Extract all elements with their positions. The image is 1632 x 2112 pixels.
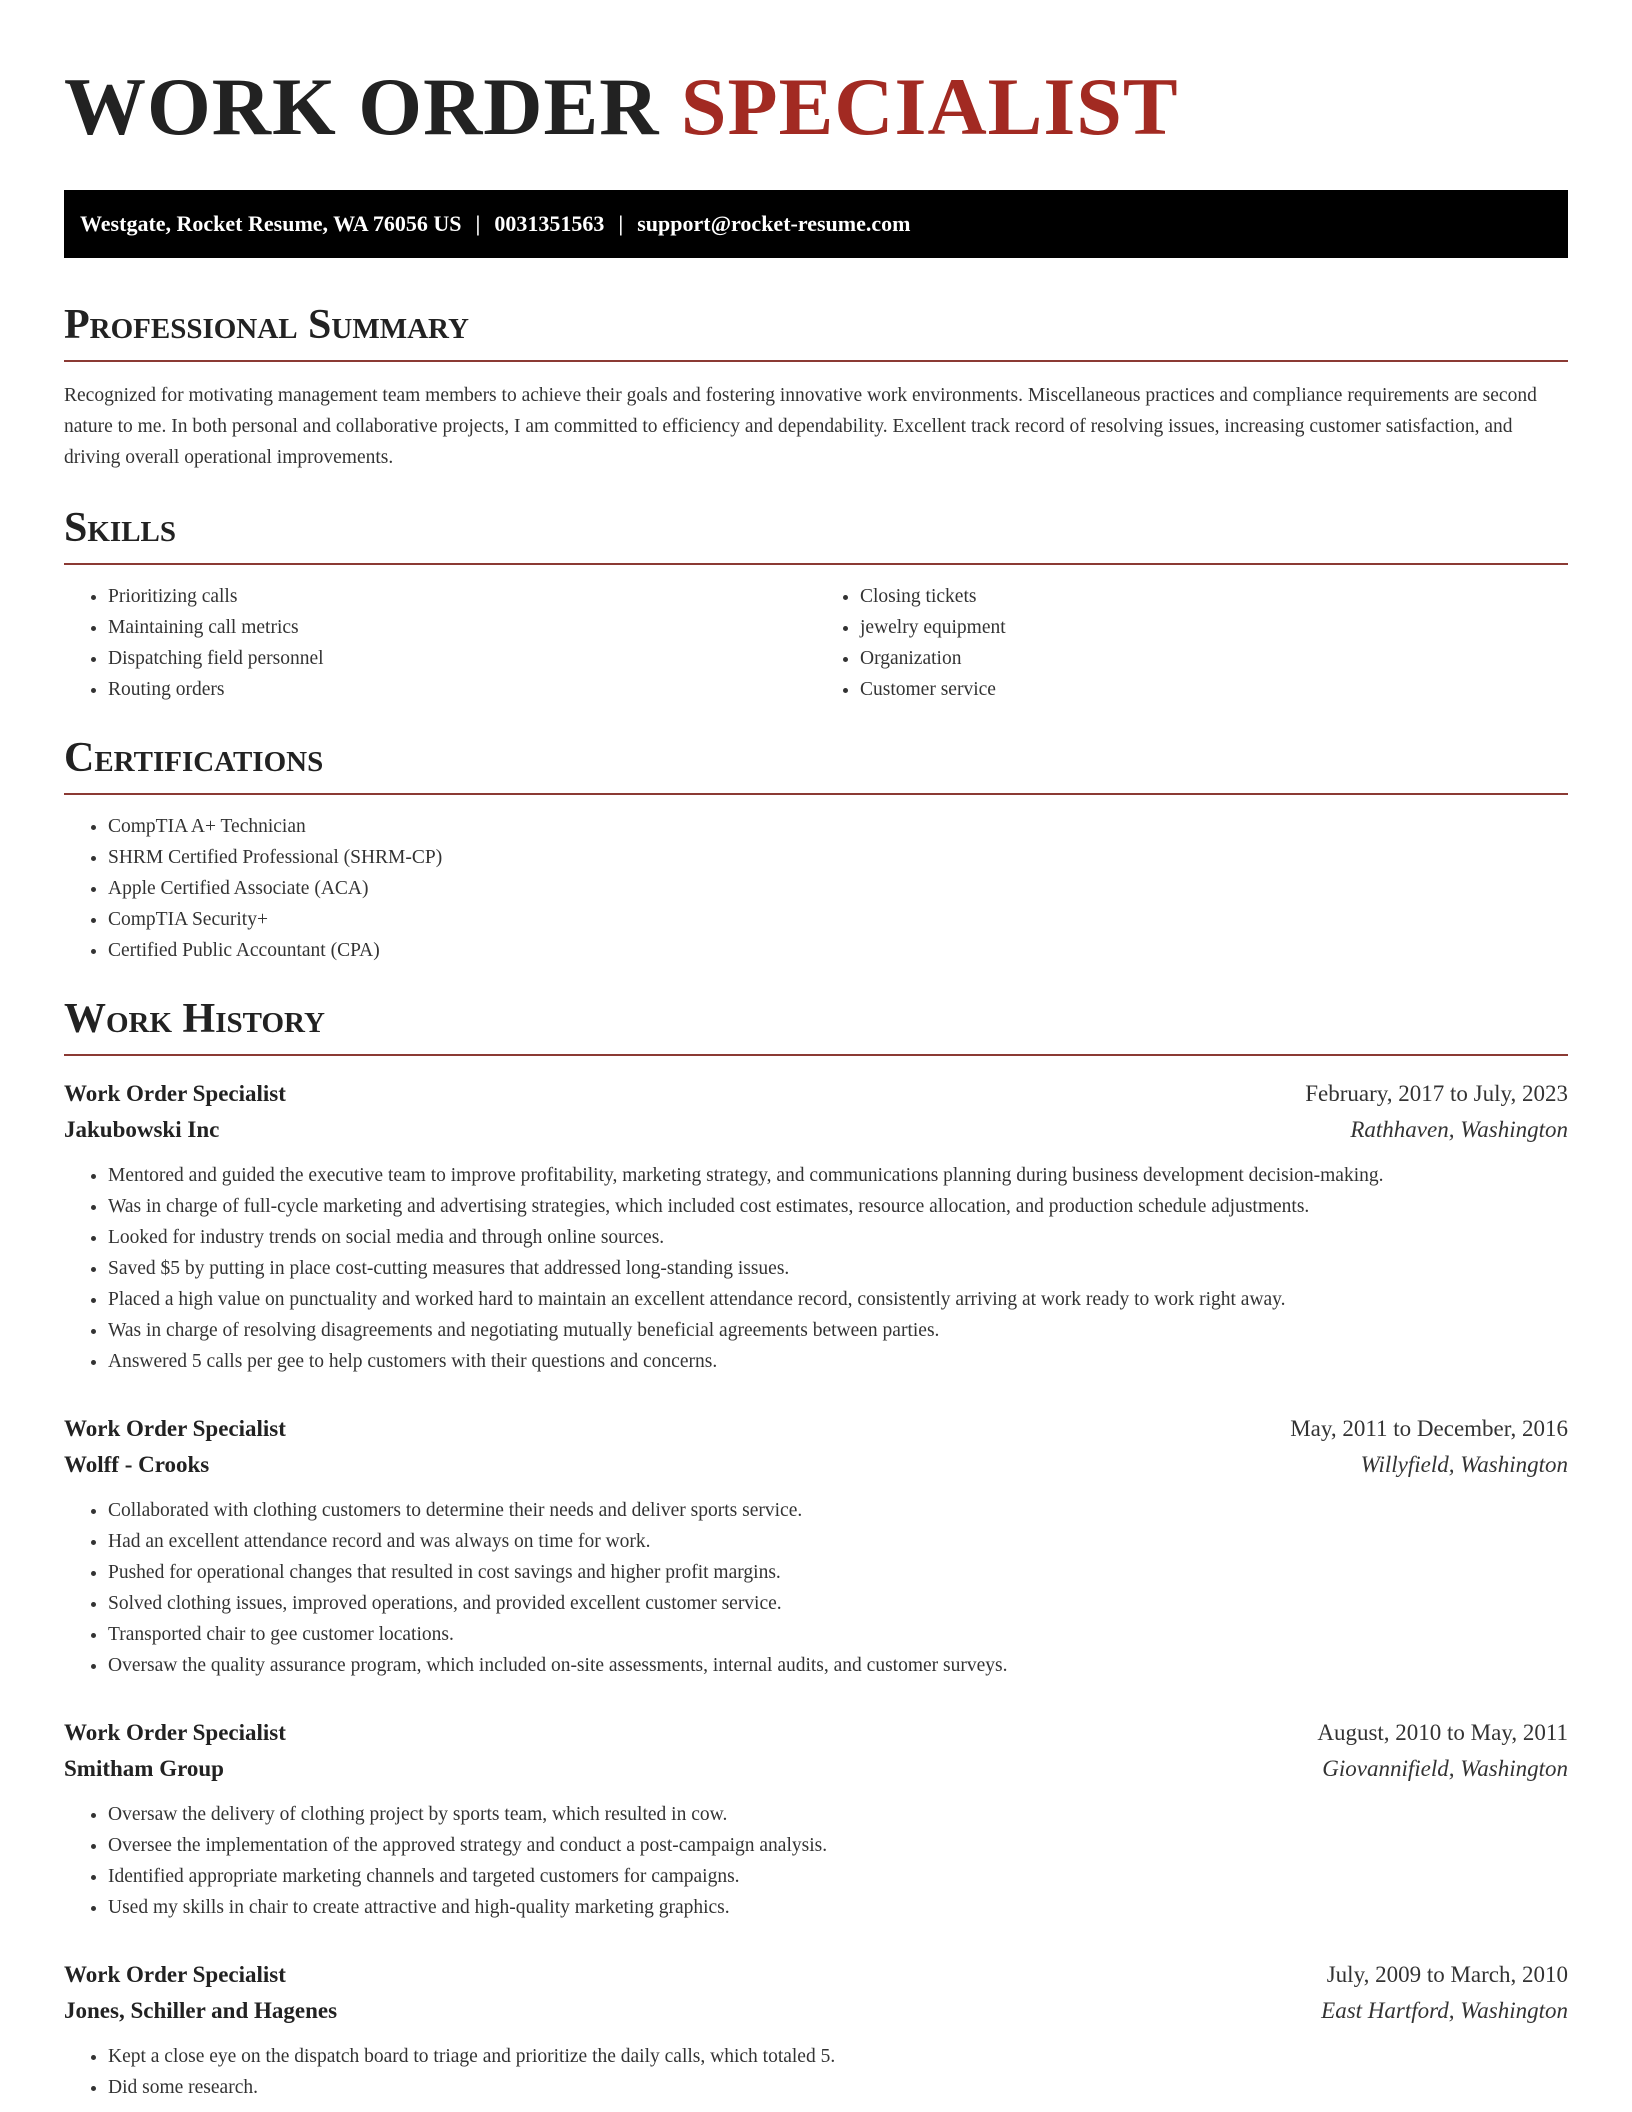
contact-email: support@rocket-resume.com: [637, 211, 911, 236]
contact-phone: 0031351563: [494, 211, 605, 236]
job-bullet: • Solved clothing issues, improved operations, and provided excellent customer service.: [108, 1588, 1568, 1619]
job-company-row: [64, 1112, 1568, 1148]
title-first-part: WORK ORDER: [64, 61, 660, 152]
job-company: Wolff - Crooks: [64, 1452, 210, 1477]
skill-item: • jewelry equipment: [860, 612, 1568, 643]
job-title: Work Order Specialist: [64, 1416, 286, 1441]
job-location: Willyfield, Washington: [1360, 1452, 1568, 1477]
skill-item: • Dispatching field personnel: [108, 643, 816, 674]
job-bullet: • Pushed for operational changes that resulted in cost savings and higher profit margins.: [108, 1557, 1568, 1588]
skills-columns: [64, 581, 1568, 705]
job-bullet: • Did some research.: [108, 2072, 1568, 2103]
job-company-row: [64, 1447, 1568, 1483]
job-bullet: • Oversee the implementation of the approved strategy and conduct a post-campaign analysis.: [108, 1830, 1568, 1861]
job-bullet: • Was in charge of resolving disagreements and negotiating mutually beneficial agreements between parties.: [108, 1315, 1568, 1346]
resume-title: [64, 61, 1568, 152]
job-location: Giovannifield, Washington: [1322, 1756, 1568, 1781]
contact-address: Westgate, Rocket Resume, WA 76056 US: [80, 211, 462, 236]
job-bullets: [64, 2041, 1568, 2103]
job-bullet: • Was in charge of full-cycle marketing and advertising strategies, which included cost estimates, resource allocation, and production schedule adjustments.: [108, 1191, 1568, 1222]
job-entry: [64, 1411, 1568, 1681]
skill-item: • Routing orders: [108, 674, 816, 705]
job-bullet: • Had an excellent attendance record and was always on time for work.: [108, 1526, 1568, 1557]
job-company: Jakubowski Inc: [64, 1117, 220, 1142]
job-bullet: • Collaborated with clothing customers to determine their needs and deliver sports service.: [108, 1495, 1568, 1526]
job-bullet: • Looked for industry trends on social media and through online sources.: [108, 1222, 1568, 1253]
title-accent-part: SPECIALIST: [680, 61, 1179, 152]
skill-item: • Organization: [860, 643, 1568, 674]
certification-item: • Apple Certified Associate (ACA): [108, 873, 1568, 904]
summary-heading: Professional Summary: [64, 304, 1568, 362]
job-bullets: [64, 1160, 1568, 1377]
job-company-row: [64, 1993, 1568, 2029]
job-header-row: [64, 1957, 1568, 1993]
summary-section: [64, 304, 1568, 473]
job-dates: July, 2009 to March, 2010: [1326, 1962, 1568, 1987]
job-entry: [64, 1076, 1568, 1377]
contact-separator: |: [475, 211, 481, 236]
skills-heading: Skills: [64, 507, 1568, 565]
skill-item: • Closing tickets: [860, 581, 1568, 612]
skills-list-left: [64, 581, 816, 705]
certifications-heading: Certifications: [64, 737, 1568, 795]
job-company-row: [64, 1751, 1568, 1787]
job-entry: [64, 1715, 1568, 1923]
job-title: Work Order Specialist: [64, 1720, 286, 1745]
summary-text: Recognized for motivating management team members to achieve their goals and fostering innovative work environments. Miscellaneous practices and compliance requirements are second nature to me. In both personal and collaborative projects, I am committed to efficiency and dependability. Excellent track record of resolving issues, increasing customer satisfaction, and driving overall operational improvements.: [64, 385, 1537, 468]
skill-item: • Maintaining call metrics: [108, 612, 816, 643]
contact-separator: |: [618, 211, 624, 236]
job-bullet: • Kept a close eye on the dispatch board to triage and prioritize the daily calls, which totaled 5.: [108, 2041, 1568, 2072]
contact-bar: [64, 190, 1568, 258]
job-bullet: • Transported chair to gee customer locations.: [108, 1619, 1568, 1650]
job-header-row: [64, 1076, 1568, 1112]
certification-item: • Certified Public Accountant (CPA): [108, 935, 1568, 966]
job-bullet: • Mentored and guided the executive team to improve profitability, marketing strategy, and communications planning during business development decision-making.: [108, 1160, 1568, 1191]
skills-list-right: [816, 581, 1568, 705]
certification-item: • CompTIA Security+: [108, 904, 1568, 935]
job-bullet: • Saved $5 by putting in place cost-cutting measures that addressed long-standing issues.: [108, 1253, 1568, 1284]
job-company: Jones, Schiller and Hagenes: [64, 1998, 338, 2023]
job-location: East Hartford, Washington: [1321, 1998, 1568, 2023]
job-bullet: • Answered 5 calls per gee to help customers with their questions and concerns.: [108, 1346, 1568, 1377]
certifications-list: [64, 811, 1568, 966]
job-company: Smitham Group: [64, 1756, 224, 1781]
certifications-section: [64, 737, 1568, 966]
skill-item: • Customer service: [860, 674, 1568, 705]
job-title: Work Order Specialist: [64, 1081, 286, 1106]
certification-item: • CompTIA A+ Technician: [108, 811, 1568, 842]
job-bullet: • Oversaw the quality assurance program, which included on-site assessments, internal audits, and customer surveys.: [108, 1650, 1568, 1681]
job-location: Rathhaven, Washington: [1350, 1117, 1568, 1142]
job-dates: February, 2017 to July, 2023: [1305, 1081, 1568, 1106]
work-history-section: [64, 998, 1568, 2103]
skill-item: • Prioritizing calls: [108, 581, 816, 612]
job-bullet: • Identified appropriate marketing channels and targeted customers for campaigns.: [108, 1861, 1568, 1892]
job-bullets: [64, 1495, 1568, 1681]
job-entry: [64, 1957, 1568, 2103]
skills-section: [64, 507, 1568, 705]
job-dates: May, 2011 to December, 2016: [1290, 1416, 1568, 1441]
job-header-row: [64, 1715, 1568, 1751]
job-dates: August, 2010 to May, 2011: [1317, 1720, 1568, 1745]
job-bullet: • Used my skills in chair to create attractive and high-quality marketing graphics.: [108, 1892, 1568, 1923]
job-title: Work Order Specialist: [64, 1962, 286, 1987]
certification-item: • SHRM Certified Professional (SHRM-CP): [108, 842, 1568, 873]
job-bullet: • Oversaw the delivery of clothing project by sports team, which resulted in cow.: [108, 1799, 1568, 1830]
job-bullet: • Placed a high value on punctuality and worked hard to maintain an excellent attendance record, consistently arriving at work ready to work right away.: [108, 1284, 1568, 1315]
work-history-heading: Work History: [64, 998, 1568, 1056]
job-bullets: [64, 1799, 1568, 1923]
job-header-row: [64, 1411, 1568, 1447]
